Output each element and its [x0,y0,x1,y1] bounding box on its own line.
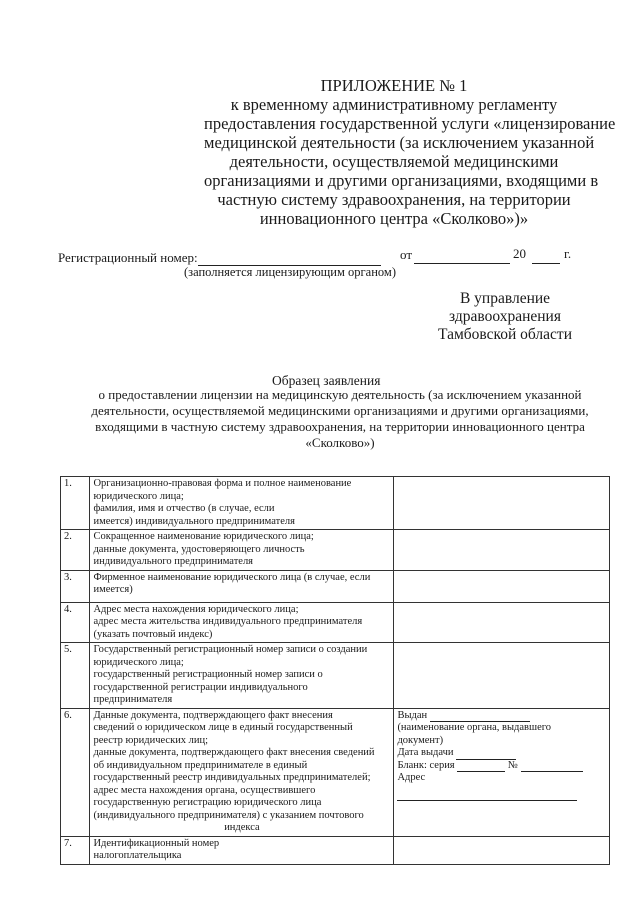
row-text: Фирменное наименование юридического лица (в случае, если [93,571,371,583]
application-title: Образец заявления [272,373,381,388]
row-text: адрес места жительства индивидуального предпринимателя [93,616,363,627]
addressee-block [420,290,590,344]
row-description [90,836,394,864]
issue-date-field[interactable] [456,748,516,760]
row-text: Государственный регистрационный номер записи о создании [93,644,368,655]
registration-year-suffix: г. [564,246,572,261]
appendix-line: деятельности, осуществляемой медицинскими [229,152,559,171]
row-value-cell[interactable] [394,643,610,709]
row-text: данные документа, подтверждающего факт внесения сведений [93,747,375,758]
appendix-line: медицинской деятельности (за исключением указанной [204,133,595,152]
subject-line: входящими в частную систему здравоохранения, на территории инновационного центра [95,419,585,434]
registration-from-label: от [400,247,413,262]
row-description [90,530,394,571]
issue-date-line [397,747,606,760]
blank-series-label: Бланк: серия [397,759,455,771]
row-description [90,477,394,530]
table-row [61,836,610,864]
row-text: Адрес места нахождения юридического лица; [93,603,299,615]
row-text: государственный регистрационный номер записи о [93,669,323,680]
row-number: 5. [61,643,90,709]
row-text: фамилия, имя и отчество (в случае, если [93,503,275,514]
application-subject [60,387,620,451]
row-number: 7. [61,836,90,864]
row-value-cell [394,708,610,836]
row-value-cell[interactable] [394,477,610,530]
row-text: Организационно-правовая форма и полное наименование [93,478,352,489]
appendix-line: инновационного центра «Сколково»)» [259,209,529,228]
row-text: Идентификационный номер [93,837,220,849]
row-number: 4. [61,602,90,643]
row-text: государственную регистрацию юридического лица [93,797,322,808]
row-number: 1. [61,477,90,530]
row-text: сведений о юридическом лице в единый государственный [93,722,353,733]
row-text: Данные документа, подтверждающего факт внесения [93,709,333,721]
row-description [90,708,394,836]
issued-line [397,710,606,723]
row-text: об индивидуальном предпринимателе в единый [93,759,308,771]
addressee-line: В управление [459,290,551,307]
blank-series-field[interactable] [457,760,505,772]
table-row [61,530,610,571]
address-field[interactable] [397,789,577,801]
row-text: имеется) индивидуального предпринимателя [93,515,295,527]
appendix-title: ПРИЛОЖЕНИЕ № 1 [320,76,468,95]
application-form-table [60,476,610,865]
issued-field[interactable] [430,710,530,722]
row-text: данные документа, удостоверяющего личность [93,543,305,555]
row-text: (указать почтовый индекс) [93,628,213,640]
row-text: индивидуального предпринимателя [93,556,254,567]
subject-line: «Сколково») [305,435,375,450]
registration-label: Регистрационный номер: [58,250,198,265]
row-description [90,643,394,709]
issue-date-label: Дата выдачи [397,747,454,758]
row-text: предпринимателя [93,694,173,705]
row-text: Сокращенное наименование юридического лица; [93,531,314,542]
appendix-header [204,76,616,228]
table-row [61,708,610,836]
row-text: адрес места нахождения органа, осуществившего [93,784,316,796]
row-text: государственный реестр индивидуальных предпринимателей; [93,772,371,783]
subject-line: о предоставлении лицензии на медицинскую деятельность (за исключением указанной [98,387,582,402]
row-text: юридического лица; [93,490,184,502]
row-value-cell[interactable] [394,836,610,864]
registration-year-prefix: 20 [513,246,526,261]
row-text: реестр юридических лиц; [93,734,209,746]
table-row [61,570,610,602]
row-text: налогоплательщика [93,850,182,861]
registration-note: (заполняется лицензирующим органом) [184,265,396,279]
addressee-line: здравоохранения [449,308,561,325]
row-value-cell[interactable] [394,570,610,602]
subject-line: деятельности, осуществляемой медицинскими организациями и другими организациями, [91,403,589,418]
table-row [61,602,610,643]
appendix-line: предоставления государственной услуги «лицензирование [204,114,616,133]
appendix-line: к временному административному регламенту [230,95,558,114]
appendix-line: организациями и другими организациями, входящими в [204,171,599,190]
registration-year-field[interactable] [532,249,560,264]
issuer-note-2: документ) [397,734,444,746]
table-row [61,477,610,530]
issuer-note: (наименование органа, выдавшего [397,722,552,733]
appendix-line: частную систему здравоохранения, на территории [217,190,571,209]
row-description [90,570,394,602]
address-label: Адрес [397,772,426,783]
registration-number-field[interactable] [198,251,381,266]
row-value-cell[interactable] [394,602,610,643]
row-text: имеется) [93,584,133,595]
row-text: юридического лица; [93,656,184,668]
row-text: государственной регистрации индивидуального [93,681,308,693]
blank-series-line [397,760,606,773]
row-value-cell[interactable] [394,530,610,571]
issued-label: Выдан [397,709,428,721]
number-sign: № [507,759,518,771]
row-number: 6. [61,708,90,836]
row-description [90,602,394,643]
row-text: индекса [224,822,260,833]
table-row [61,643,610,709]
addressee-line: Тамбовской области [438,326,572,343]
row-number: 3. [61,570,90,602]
row-number: 2. [61,530,90,571]
row-text: (индивидуального предпринимателя) с указанием почтового [93,809,364,821]
registration-date-field[interactable] [414,249,510,264]
blank-number-field[interactable] [521,760,583,772]
